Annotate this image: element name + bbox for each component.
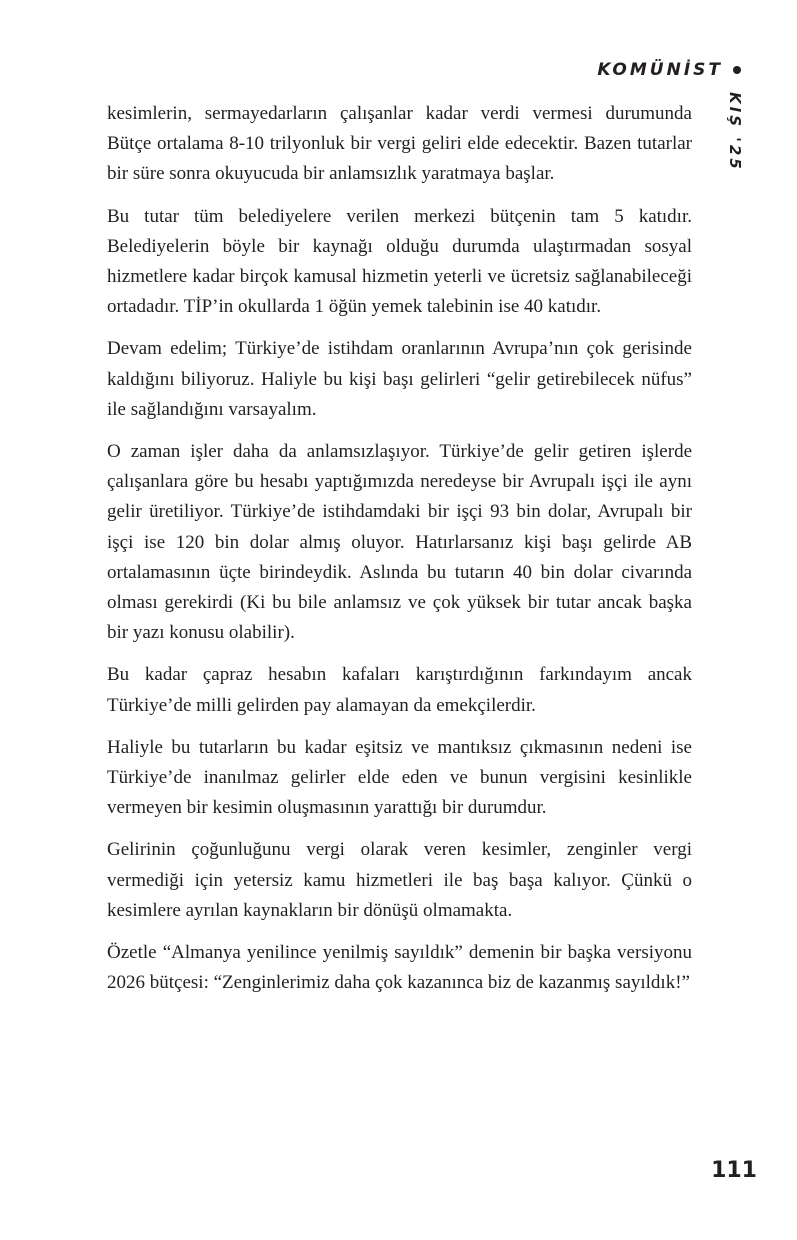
article-body (107, 99, 692, 1010)
issue-label: KIŞ '25 (726, 92, 744, 172)
magazine-name: KOMÜNİST (597, 60, 723, 80)
paragraph: kesimlerin, sermayedarların çalışanlar kadar verdi vermesi durumunda Bütçe ortalama 8-10 trilyonluk bir vergi geliri elde edecektir. Bazen tutarlar bir süre sonra okuyucuda bir anlamsızlık yaratmaya başlar. (107, 103, 692, 185)
paragraph: O zaman işler daha da anlamsızlaşıyor. Türkiye’de gelir getiren işlerde çalışanlara göre bu hesabı yaptığımızda neredeyse bir Avrupalı işçi ile aynı gelir üretiliyor. Türkiye’de istihdamdaki bir işçi 93 bin dolar, Avrupalı bir işçi ise 120 bin dolar almış oluyor. Hatırlarsanız kişi başı gelirde AB ortalamasının üçte birindeydik. Aslında bu tutarın 40 bin dolar civarında olması gerekirdi (Ki bu bile anlamsız ve çok yüksek bir tutar ancak başka bir yazı konusu olabilir). (107, 441, 692, 644)
page-number: 111 (711, 1158, 757, 1183)
paragraph: Haliyle bu tutarların bu kadar eşitsiz ve mantıksız çıkmasının nedeni ise Türkiye’de inanılmaz gelirler elde eden ve bunun vergisini kesinlikle vermeyen bir kesimin oluşmasının yarattığı bir durumdur. (107, 736, 692, 819)
bullet-icon (733, 66, 741, 74)
paragraph: Devam edelim; Türkiye’de istihdam oranlarının Avrupa’nın çok gerisinde kaldığını biliyoruz. Haliyle bu kişi başı gelirleri “gelir getirebilecek nüfus” ile sağlandığını varsayalım. (107, 338, 692, 420)
paragraph: Özetle “Almanya yenilince yenilmiş sayıldık” demenin bir başka versiyonu 2026 bütçesi: “Zenginlerimiz daha çok kazanınca biz de kazanmış sayıldık!” (107, 942, 692, 994)
running-header (597, 60, 741, 80)
paragraph: Bu tutar tüm belediyelere verilen merkezi bütçenin tam 5 katıdır. Belediyelerin böyle bir kaynağı olduğu durumda ulaştırmadan sosyal hizmetlere kadar birçok kamusal hizmetin yeterli ve ücretsiz sağlanabileceği ortadadır. TİP’in okullarda 1 öğün yemek talebinin ise 40 katıdır. (107, 205, 692, 318)
paragraph: Bu kadar çapraz hesabın kafaları karıştırdığının farkındayım ancak Türkiye’de milli gelirden pay alamayan da emekçilerdir. (107, 664, 692, 716)
paragraph: Gelirinin çoğunluğunu vergi olarak veren kesimler, zenginler vergi vermediği için yetersiz kamu hizmetleri ile baş başa kalıyor. Çünkü o kesimlere ayrılan kaynakların bir dönüşü olmamakta. (107, 839, 692, 921)
